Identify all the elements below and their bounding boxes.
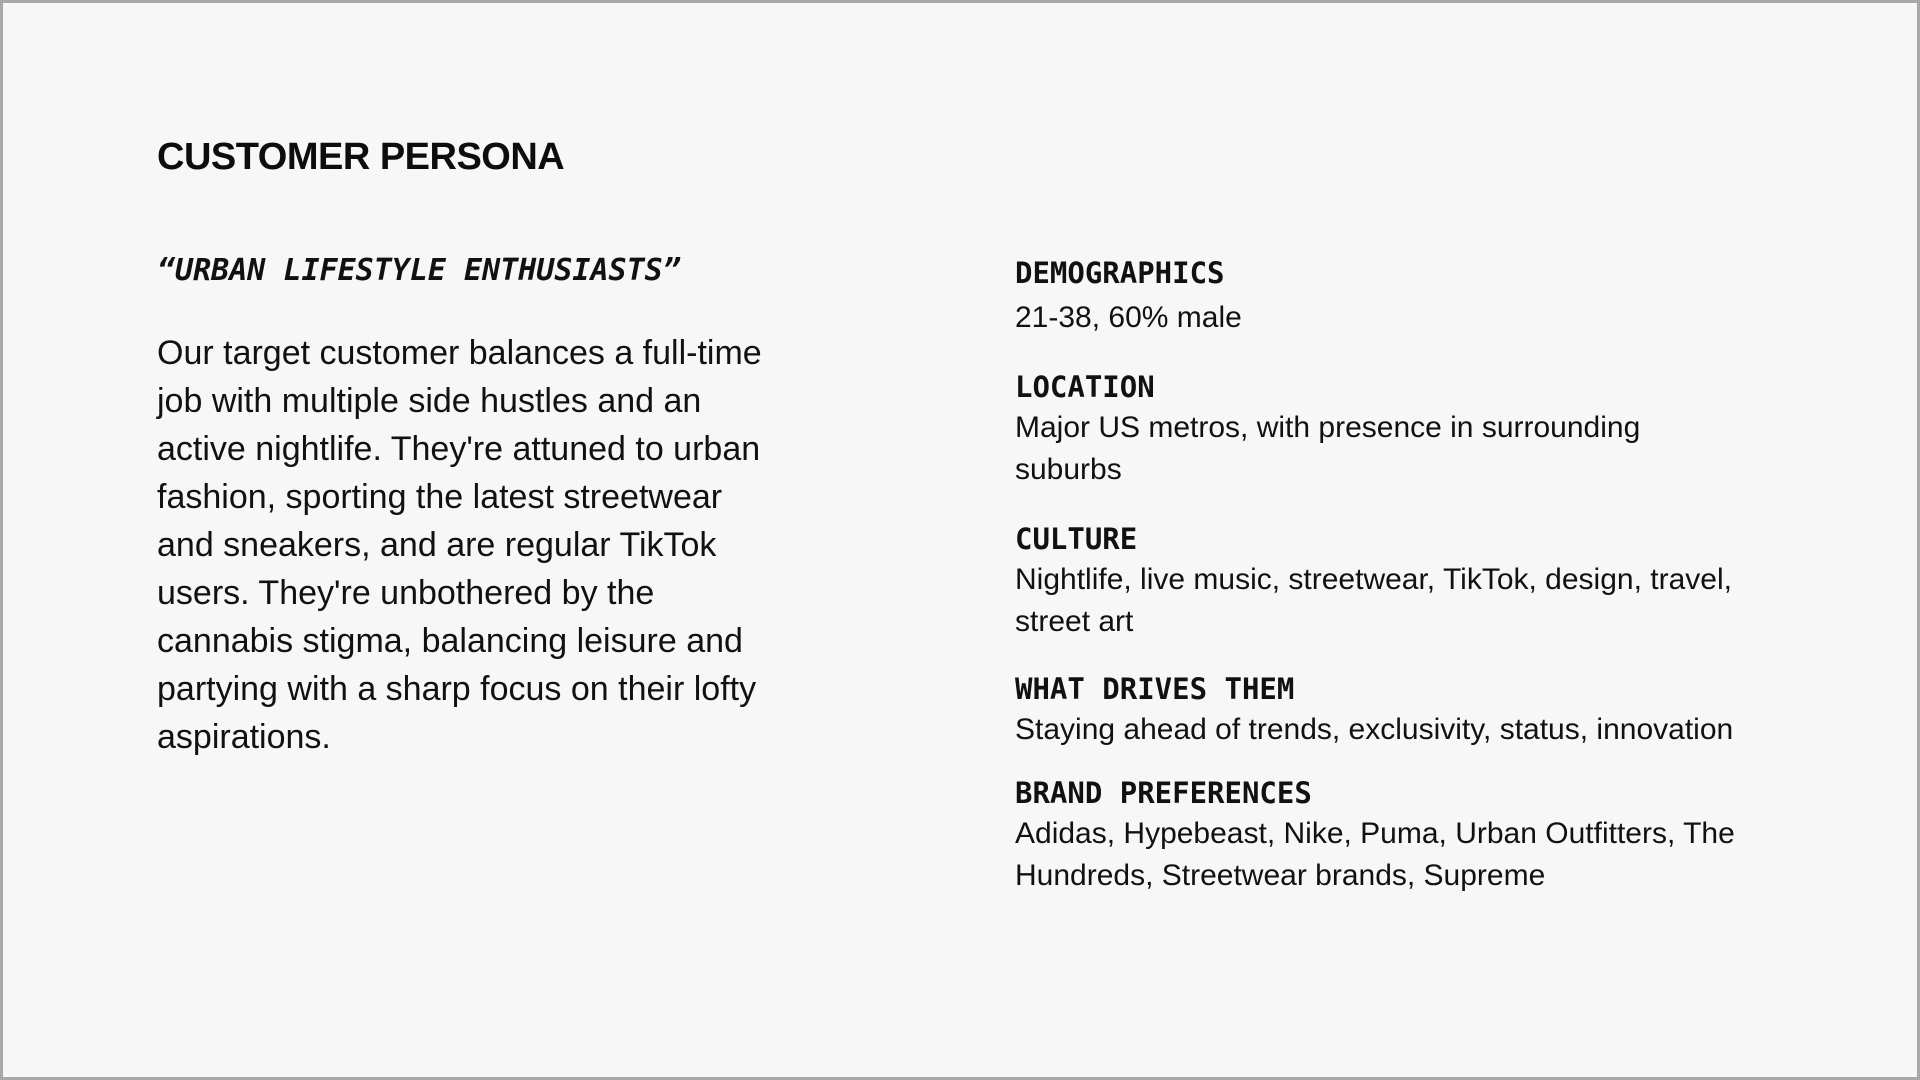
attribute-value: Adidas, Hypebeast, Nike, Puma, Urban Outfitters, The Hundreds, Streetwear brands, Supreme: [1015, 817, 1735, 892]
persona-description: Our target customer balances a full-time job with multiple side hustles and an active nightlife. They're attuned to urban fashion, sporting the latest streetwear and sneakers, and are regular TikTok users. They're unbothered by the cannabis stigma, balancing leisure and partying with a sharp focus on their lofty aspirations.: [157, 334, 762, 756]
attribute-label: DEMOGRAPHICS: [1015, 256, 1225, 290]
attribute-value: Nightlife, live music, streetwear, TikTok, design, travel, street art: [1015, 563, 1732, 638]
attribute-demographics: [1015, 253, 1755, 339]
attribute-what-drives-them: [1015, 669, 1755, 751]
attribute-value: Major US metros, with presence in surrounding suburbs: [1015, 411, 1641, 486]
attribute-label: LOCATION: [1015, 370, 1155, 404]
attribute-label: BRAND PREFERENCES: [1015, 776, 1312, 810]
attribute-value: 21-38, 60% male: [1015, 301, 1242, 334]
persona-name: “URBAN LIFESTYLE ENTHUSIASTS”: [157, 253, 681, 288]
attribute-value: Staying ahead of trends, exclusivity, status, innovation: [1015, 713, 1734, 746]
attribute-label: CULTURE: [1015, 522, 1138, 556]
page-title: CUSTOMER PERSONA: [157, 136, 565, 178]
attribute-label: WHAT DRIVES THEM: [1015, 672, 1295, 706]
persona-attributes: [1015, 253, 1755, 921]
persona-summary: [157, 249, 777, 761]
attribute-location: [1015, 367, 1755, 491]
attribute-culture: [1015, 519, 1755, 643]
attribute-brand-preferences: [1015, 773, 1755, 897]
